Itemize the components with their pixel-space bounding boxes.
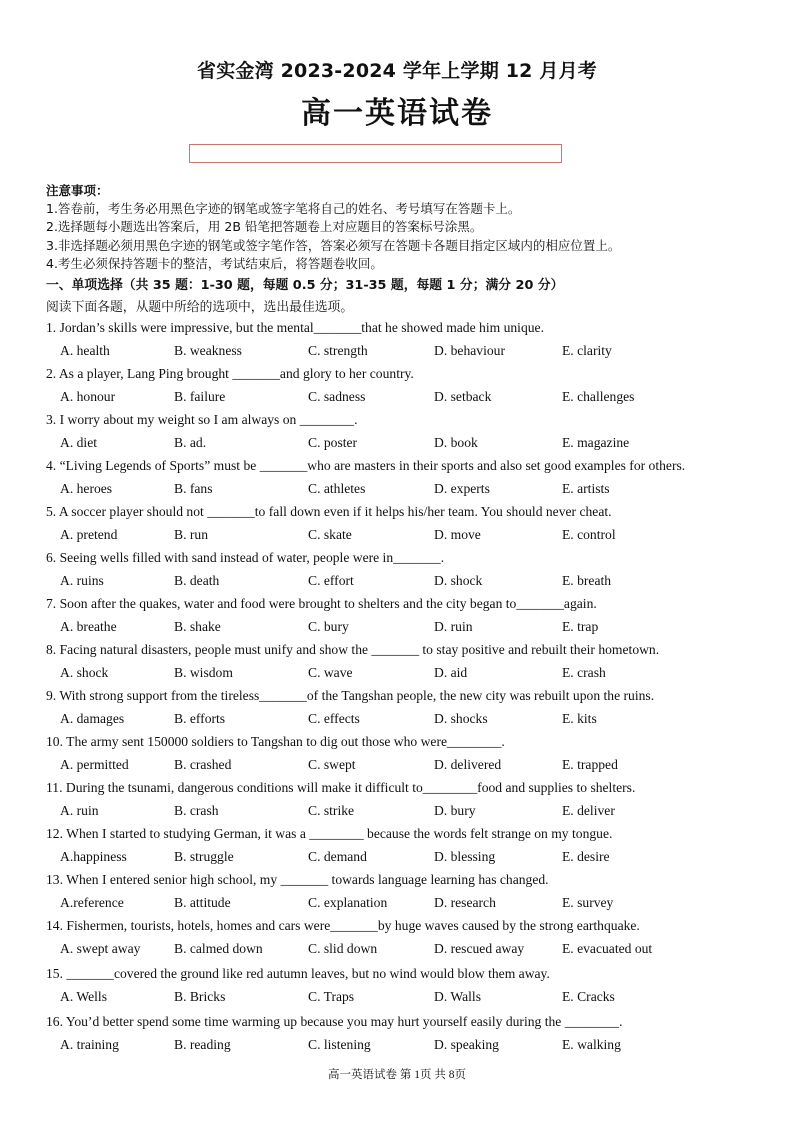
answer-option: A. shock <box>60 665 109 680</box>
question-stem: 4. “Living Legends of Sports” must be _______who are masters in their sports and also set good examples for others. <box>46 458 686 473</box>
answer-option: C. poster <box>308 435 358 450</box>
question-item <box>46 550 766 596</box>
answer-option: E. deliver <box>562 803 615 818</box>
question-stem: 6. Seeing wells filled with sand instead of water, people were in_______. <box>46 550 445 565</box>
answer-option: C. swept <box>308 757 356 772</box>
question-options <box>46 389 766 409</box>
question-item <box>46 688 766 734</box>
question-stem: 3. I worry about my weight so I am always on ________. <box>46 412 358 427</box>
question-item <box>46 320 766 366</box>
answer-option: C. bury <box>308 619 349 634</box>
question-options <box>46 849 766 869</box>
answer-option: C. strike <box>308 803 355 818</box>
answer-option: A. damages <box>60 711 125 726</box>
answer-option: A.reference <box>60 895 124 910</box>
answer-option: E. walking <box>562 1037 621 1052</box>
answer-option: D. research <box>434 895 496 910</box>
question-item <box>46 734 766 780</box>
question-item <box>46 1014 766 1062</box>
question-options <box>46 803 766 823</box>
question-options <box>46 481 766 501</box>
answer-option: A. training <box>60 1037 119 1052</box>
answer-option: B. death <box>174 573 220 588</box>
question-stem: 14. Fishermen, tourists, hotels, homes and cars were_______by huge waves caused by the strong earthquake. <box>46 918 640 933</box>
answer-option: B. struggle <box>174 849 234 864</box>
question-item <box>46 780 766 826</box>
answer-option: E. trapped <box>562 757 618 772</box>
question-options <box>46 895 766 915</box>
answer-option: E. kits <box>562 711 597 726</box>
answer-option: A. heroes <box>60 481 113 496</box>
question-item <box>46 918 766 966</box>
notes-item: 1.答卷前，考生务必用黑色字迹的钢笔或签字笔将自己的姓名、考号填写在答题卡上。 <box>46 201 521 217</box>
notes-item: 4.考生必须保持答题卡的整洁，考试结束后，将答题卷收回。 <box>46 255 383 271</box>
answer-option: D. Walls <box>434 989 481 1004</box>
answer-option: E. clarity <box>562 343 612 358</box>
question-item <box>46 596 766 642</box>
question-options <box>46 435 766 455</box>
question-stem: 11. During the tsunami, dangerous conditions will make it difficult to________food and supplies to shelters. <box>46 780 636 795</box>
question-stem: 13. When I entered senior high school, my _______ towards language learning has changed. <box>46 872 549 887</box>
notes-heading: 注意事项： <box>46 183 109 198</box>
question-item <box>46 826 766 872</box>
answer-option: D. experts <box>434 481 490 496</box>
answer-option: D. behaviour <box>434 343 505 358</box>
answer-option: C. strength <box>308 343 368 358</box>
answer-option: D. aid <box>434 665 468 680</box>
answer-option: B. weakness <box>174 343 242 358</box>
answer-option: E. artists <box>562 481 610 496</box>
question-list <box>46 320 766 1062</box>
answer-option: A. swept away <box>60 941 141 956</box>
answer-option: A. diet <box>60 435 97 450</box>
question-options <box>46 619 766 639</box>
question-stem: 10. The army sent 150000 soldiers to Tangshan to dig out those who were________. <box>46 734 505 749</box>
section-title: 一、单项选择（共 35 题：1-30 题，每题 0.5 分；31-35 题，每题 1 分；满分 20 分） <box>46 278 564 293</box>
section-direction: 阅读下面各题，从题中所给的选项中，选出最佳选项。 <box>46 300 354 315</box>
exam-title: 高一英语试卷 <box>301 96 493 131</box>
answer-option: B. wisdom <box>174 665 233 680</box>
answer-option: A. breathe <box>60 619 117 634</box>
answer-option: C. effects <box>308 711 360 726</box>
page-footer: 高一英语试卷 第 1页 共 8页 <box>328 1069 466 1081</box>
question-options <box>46 573 766 593</box>
answer-option: B. failure <box>174 389 226 404</box>
answer-option: B. Bricks <box>174 989 226 1004</box>
exam-notes <box>46 182 766 273</box>
notes-item: 3.非选择题必须用黑色字迹的钢笔或签字笔作答，答案必须写在答题卡各题目指定区域内的相应位置上。 <box>46 237 621 253</box>
answer-option: E. survey <box>562 895 614 910</box>
answer-option: E. desire <box>562 849 610 864</box>
question-options <box>46 665 766 685</box>
question-options <box>46 989 766 1009</box>
question-item <box>46 872 766 918</box>
question-item <box>46 504 766 550</box>
question-options <box>46 343 766 363</box>
answer-option: C. athletes <box>308 481 366 496</box>
answer-option: B. crash <box>174 803 219 818</box>
answer-option: E. crash <box>562 665 606 680</box>
question-options <box>46 711 766 731</box>
question-stem: 9. With strong support from the tireless_______of the Tangshan people, the new city was rebuilt upon the ruins. <box>46 688 655 703</box>
answer-option: A. pretend <box>60 527 118 542</box>
answer-option: B. ad. <box>174 435 207 450</box>
answer-option: A. health <box>60 343 110 358</box>
answer-option: B. crashed <box>174 757 232 772</box>
answer-option: D. move <box>434 527 481 542</box>
answer-option: D. blessing <box>434 849 496 864</box>
question-stem: 5. A soccer player should not _______to fall down even if it helps his/her team. You should never cheat. <box>46 504 612 519</box>
question-options <box>46 527 766 547</box>
answer-option: C. wave <box>308 665 353 680</box>
answer-option: A.happiness <box>60 849 127 864</box>
question-item <box>46 966 766 1014</box>
answer-option: C. slid down <box>308 941 378 956</box>
answer-option: D. setback <box>434 389 492 404</box>
answer-option: D. shock <box>434 573 483 588</box>
answer-option: A. permitted <box>60 757 129 772</box>
question-stem: 1. Jordan’s skills were impressive, but the mental_______that he showed made him unique. <box>46 320 544 335</box>
answer-option: E. control <box>562 527 616 542</box>
answer-option: C. Traps <box>308 989 355 1004</box>
answer-option: B. reading <box>174 1037 231 1052</box>
question-options <box>46 941 766 961</box>
answer-option: D. speaking <box>434 1037 499 1052</box>
answer-option: B. attitude <box>174 895 231 910</box>
answer-option: E. trap <box>562 619 599 634</box>
answer-option: E. magazine <box>562 435 630 450</box>
question-stem: 7. Soon after the quakes, water and food were brought to shelters and the city began to_______again. <box>46 596 597 611</box>
question-options <box>46 757 766 777</box>
answer-option: A. ruin <box>60 803 99 818</box>
question-item <box>46 458 766 504</box>
answer-option: C. sadness <box>308 389 366 404</box>
answer-option: B. run <box>174 527 208 542</box>
answer-option: E. evacuated out <box>562 941 653 956</box>
student-info-box <box>189 144 562 163</box>
answer-option: D. shocks <box>434 711 488 726</box>
answer-option: C. effort <box>308 573 354 588</box>
answer-option: B. shake <box>174 619 221 634</box>
answer-option: B. calmed down <box>174 941 263 956</box>
question-stem: 8. Facing natural disasters, people must unify and show the _______ to stay positive and rebuilt their hometown. <box>46 642 660 657</box>
question-stem: 12. When I started to studying German, it was a ________ because the words felt strange on my tongue. <box>46 826 613 841</box>
notes-item: 2.选择题每小题选出答案后，用 2B 铅笔把答题卷上对应题目的答案标号涂黑。 <box>46 219 483 235</box>
answer-option: E. challenges <box>562 389 635 404</box>
answer-option: D. bury <box>434 803 476 818</box>
question-options <box>46 1037 766 1057</box>
answer-option: A. honour <box>60 389 116 404</box>
question-item <box>46 412 766 458</box>
answer-option: D. rescued away <box>434 941 525 956</box>
exam-subtitle: 省实金湾 2023-2024 学年上学期 12 月月考 <box>197 60 597 82</box>
answer-option: C. demand <box>308 849 367 864</box>
answer-option: C. skate <box>308 527 352 542</box>
answer-option: C. listening <box>308 1037 371 1052</box>
question-item <box>46 642 766 688</box>
answer-option: A. ruins <box>60 573 104 588</box>
answer-option: A. Wells <box>60 989 107 1004</box>
question-stem: 2. As a player, Lang Ping brought _______and glory to her country. <box>46 366 414 381</box>
question-stem: 16. You’d better spend some time warming up because you may hurt yourself easily during the ________. <box>46 1014 623 1029</box>
answer-option: D. delivered <box>434 757 502 772</box>
answer-option: B. fans <box>174 481 213 496</box>
answer-option: E. Cracks <box>562 989 615 1004</box>
answer-option: B. efforts <box>174 711 226 726</box>
question-stem: 15. _______covered the ground like red autumn leaves, but no wind would blow them away. <box>46 966 550 981</box>
answer-option: D. ruin <box>434 619 473 634</box>
question-item <box>46 366 766 412</box>
answer-option: E. breath <box>562 573 612 588</box>
answer-option: D. book <box>434 435 478 450</box>
answer-option: C. explanation <box>308 895 388 910</box>
